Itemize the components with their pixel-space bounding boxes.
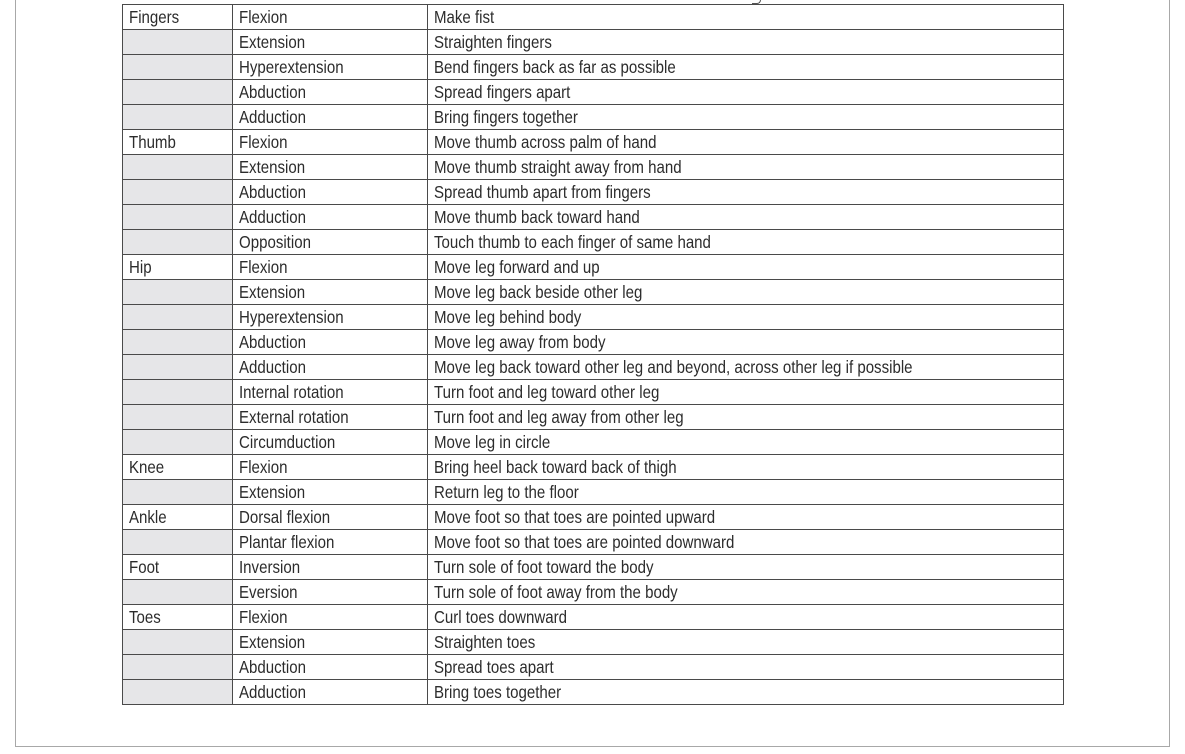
instruction-cell-text: Move foot so that toes are pointed upward [434,507,716,527]
joint-cell-text: Toes [129,607,161,627]
instruction-cell-text: Bring heel back toward back of thigh [434,457,677,477]
movement-cell [233,5,428,30]
table-row [123,680,1064,705]
range-of-motion-table [122,4,1064,705]
movement-cell [233,480,428,505]
table-row [123,180,1064,205]
instruction-cell [428,180,1064,205]
instruction-cell [428,80,1064,105]
table-row [123,5,1064,30]
joint-cell-text: Foot [129,557,160,577]
joint-cell [123,430,233,455]
joint-cell [123,5,233,30]
movement-cell [233,55,428,80]
instruction-cell [428,155,1064,180]
movement-cell [233,455,428,480]
instruction-cell-text: Curl toes downward [434,607,568,627]
joint-cell [123,630,233,655]
table-row [123,155,1064,180]
joint-cell [123,580,233,605]
movement-cell-text: Abduction [239,332,306,352]
instruction-cell-text: Turn sole of foot toward the body [434,557,654,577]
movement-cell [233,180,428,205]
instruction-cell-text: Move leg forward and up [434,257,600,277]
instruction-cell [428,105,1064,130]
table-row [123,130,1064,155]
movement-cell-text: Adduction [239,207,306,227]
movement-cell [233,605,428,630]
movement-cell [233,530,428,555]
instruction-cell-text: Move leg back beside other leg [434,282,643,302]
instruction-cell [428,130,1064,155]
instruction-cell-text: Move leg back toward other leg and beyond, across other leg if possible [434,357,913,377]
movement-cell-text: Extension [239,632,306,652]
movement-cell [233,555,428,580]
movement-cell [233,305,428,330]
movement-cell-text: Abduction [239,182,306,202]
joint-cell [123,530,233,555]
movement-cell-text: Hyperextension [239,307,344,327]
instruction-cell [428,205,1064,230]
movement-cell [233,205,428,230]
movement-cell-text: Extension [239,482,306,502]
movement-cell-text: Flexion [239,7,288,27]
movement-cell-text: Extension [239,282,306,302]
joint-cell [123,255,233,280]
table-row [123,205,1064,230]
table-row [123,280,1064,305]
joint-cell [123,55,233,80]
instruction-cell-text: Move thumb straight away from hand [434,157,682,177]
movement-cell [233,30,428,55]
joint-cell [123,230,233,255]
joint-cell [123,480,233,505]
instruction-cell [428,505,1064,530]
joint-cell [123,605,233,630]
movement-cell-text: Extension [239,157,306,177]
instruction-cell [428,280,1064,305]
joint-cell-text: Hip [129,257,152,277]
instruction-cell-text: Straighten toes [434,632,536,652]
movement-cell-text: Flexion [239,607,288,627]
table-row [123,555,1064,580]
movement-cell-text: Eversion [239,582,298,602]
joint-cell [123,130,233,155]
instruction-cell [428,405,1064,430]
instruction-cell [428,55,1064,80]
instruction-cell-text: Touch thumb to each finger of same hand [434,232,711,252]
instruction-cell [428,255,1064,280]
table-row [123,355,1064,380]
instruction-cell-text: Straighten fingers [434,32,552,52]
table-row [123,305,1064,330]
table-row [123,55,1064,80]
movement-cell [233,505,428,530]
joint-cell [123,380,233,405]
table-row [123,105,1064,130]
joint-cell [123,155,233,180]
joint-cell [123,405,233,430]
table-row [123,80,1064,105]
movement-cell [233,630,428,655]
table-row [123,380,1064,405]
joint-cell [123,80,233,105]
movement-cell-text: Flexion [239,132,288,152]
movement-cell [233,355,428,380]
instruction-cell-text: Bring fingers together [434,107,578,127]
instruction-cell-text: Spread toes apart [434,657,554,677]
instruction-cell [428,530,1064,555]
instruction-cell [428,480,1064,505]
joint-cell [123,655,233,680]
table-row [123,330,1064,355]
instruction-cell-text: Turn foot and leg away from other leg [434,407,684,427]
movement-cell-text: Adduction [239,107,306,127]
movement-cell [233,380,428,405]
movement-cell [233,580,428,605]
instruction-cell-text: Spread fingers apart [434,82,571,102]
table-row [123,430,1064,455]
instruction-cell [428,355,1064,380]
table-row [123,230,1064,255]
table-row [123,455,1064,480]
joint-cell [123,455,233,480]
movement-cell-text: Abduction [239,82,306,102]
instruction-cell [428,580,1064,605]
table-row [123,580,1064,605]
movement-cell [233,330,428,355]
movement-cell [233,255,428,280]
instruction-cell [428,680,1064,705]
movement-cell [233,230,428,255]
movement-cell-text: Flexion [239,257,288,277]
movement-cell [233,405,428,430]
instruction-cell [428,630,1064,655]
movement-cell-text: Hyperextension [239,57,344,77]
joint-cell [123,305,233,330]
instruction-cell-text: Move leg away from body [434,332,606,352]
movement-cell-text: Inversion [239,557,301,577]
joint-cell-text: Fingers [129,7,180,27]
joint-cell-text: Knee [129,457,165,477]
instruction-cell-text: Move foot so that toes are pointed downward [434,532,735,552]
instruction-cell [428,305,1064,330]
movement-cell-text: Adduction [239,682,306,702]
movement-cell-text: Plantar flexion [239,532,335,552]
movement-cell-text: Flexion [239,457,288,477]
instruction-cell-text: Turn sole of foot away from the body [434,582,678,602]
instruction-cell [428,455,1064,480]
table-body [123,5,1064,705]
movement-cell [233,655,428,680]
instruction-cell-text: Move leg in circle [434,432,551,452]
joint-cell [123,555,233,580]
movement-cell [233,155,428,180]
joint-cell [123,280,233,305]
instruction-cell [428,5,1064,30]
movement-cell [233,280,428,305]
instruction-cell-text: Spread thumb apart from fingers [434,182,651,202]
movement-cell-text: Extension [239,32,306,52]
movement-cell-text: Adduction [239,357,306,377]
instruction-cell [428,430,1064,455]
instruction-cell [428,230,1064,255]
instruction-cell-text: Return leg to the floor [434,482,579,502]
table-row [123,405,1064,430]
joint-cell-text: Ankle [129,507,167,527]
joint-cell [123,330,233,355]
instruction-cell [428,380,1064,405]
movement-cell-text: Opposition [239,232,311,252]
movement-cell [233,80,428,105]
joint-cell [123,680,233,705]
instruction-cell-text: Make fist [434,7,495,27]
table-row [123,655,1064,680]
joint-cell [123,355,233,380]
instruction-cell-text: Bend fingers back as far as possible [434,57,676,77]
instruction-cell-text: Turn foot and leg toward other leg [434,382,660,402]
instruction-cell [428,555,1064,580]
table-row [123,605,1064,630]
instruction-cell-text: Move thumb across palm of hand [434,132,657,152]
instruction-cell [428,655,1064,680]
joint-cell [123,180,233,205]
movement-cell [233,680,428,705]
joint-cell [123,105,233,130]
movement-cell [233,105,428,130]
table-row [123,630,1064,655]
instruction-cell [428,605,1064,630]
instruction-cell [428,30,1064,55]
table-row [123,480,1064,505]
movement-cell-text: Internal rotation [239,382,344,402]
movement-cell-text: Dorsal flexion [239,507,331,527]
instruction-cell-text: Bring toes together [434,682,562,702]
table-row [123,255,1064,280]
joint-cell [123,30,233,55]
joint-cell [123,205,233,230]
table-row [123,30,1064,55]
movement-cell [233,430,428,455]
joint-cell-text: Thumb [129,132,176,152]
movement-cell-text: Abduction [239,657,306,677]
movement-cell-text: External rotation [239,407,349,427]
joint-cell [123,505,233,530]
table-row [123,530,1064,555]
movement-cell [233,130,428,155]
table-row [123,505,1064,530]
instruction-cell-text: Move thumb back toward hand [434,207,640,227]
instruction-cell [428,330,1064,355]
movement-cell-text: Circumduction [239,432,336,452]
instruction-cell-text: Move leg behind body [434,307,582,327]
